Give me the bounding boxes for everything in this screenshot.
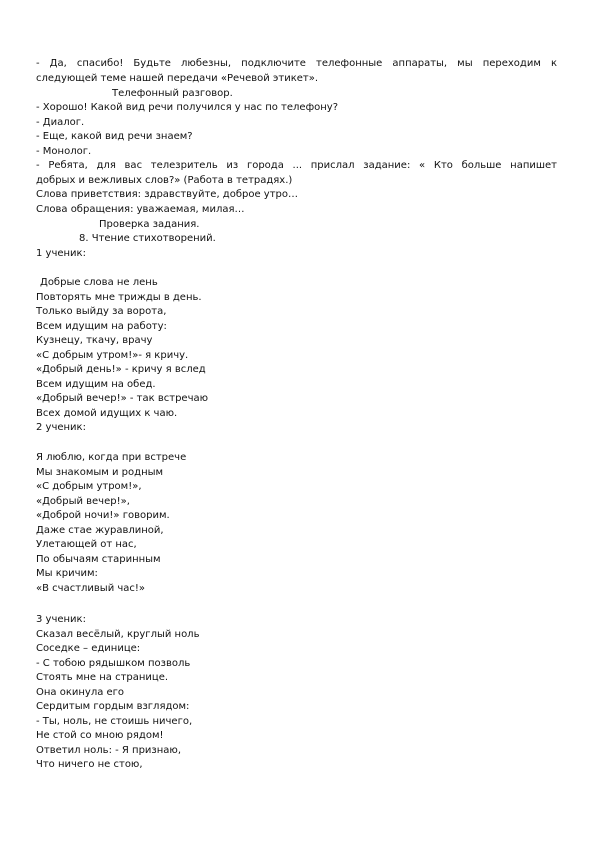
poem-line: «Доброй ночи!» говорим. xyxy=(36,510,170,521)
poem-line: Всех домой идущих к чаю. xyxy=(36,408,178,419)
section-heading: Проверка задания. xyxy=(99,219,200,230)
poem-line: Сказал весёлый, круглый ноль xyxy=(36,629,200,640)
poem-line: «Добрый день!» - кричу я вслед xyxy=(36,364,206,375)
poem-line: «В счастливый час!» xyxy=(36,583,146,594)
poem-line: - Ты, ноль, не стоишь ничего, xyxy=(36,716,193,727)
poem-line: «С добрым утром!»- я кричу. xyxy=(36,350,189,361)
poem-line: Добрые слова не лень xyxy=(40,277,158,288)
poem-line: «Добрый вечер!», xyxy=(36,496,130,507)
poem-line: Мы кричим: xyxy=(36,568,98,579)
text-line: - Еще, какой вид речи знаем? xyxy=(36,131,193,142)
poem-line: Мы знакомым и родным xyxy=(36,467,164,478)
section-heading: Телефонный разговор. xyxy=(112,88,233,99)
poem-line: Всем идущим на работу: xyxy=(36,321,167,332)
poem-line: Что ничего не стою, xyxy=(36,759,143,770)
poem-line: «С добрым утром!», xyxy=(36,481,142,492)
text-line: - Диалог. xyxy=(36,117,85,128)
speaker-label: 1 ученик: xyxy=(36,248,86,259)
poem-line: Кузнецу, ткачу, врачу xyxy=(36,335,153,346)
poem-line: Она окинула его xyxy=(36,687,125,698)
text-line: следующей теме нашей передачи «Речевой этикет». xyxy=(36,73,319,84)
poem-line: Сердитым гордым взглядом: xyxy=(36,701,190,712)
poem-line: Стоять мне на странице. xyxy=(36,672,169,683)
text-line: - Хорошо! Какой вид речи получился у нас по телефону? xyxy=(36,102,338,113)
poem-line: Ответил ноль: - Я признаю, xyxy=(36,745,182,756)
text-line: - Да, спасибо! Будьте любезны, подключите телефонные аппараты, мы переходим к xyxy=(36,58,557,69)
poem-line: Даже стае журавлиной, xyxy=(36,525,164,536)
text-line: добрых и вежливых слов?» (Работа в тетрадях.) xyxy=(36,175,293,186)
text-line: - Монолог. xyxy=(36,146,92,157)
poem-line: Я люблю, когда при встрече xyxy=(36,452,187,463)
poem-line: Не стой со мною рядом! xyxy=(36,730,164,741)
text-line: Слова приветствия: здравствуйте, доброе утро… xyxy=(36,189,299,200)
poem-line: Всем идущим на обед. xyxy=(36,379,156,390)
poem-line: - С тобою рядышком позволь xyxy=(36,658,191,669)
poem-line: «Добрый вечер!» - так встречаю xyxy=(36,393,209,404)
poem-line: Соседке – единице: xyxy=(36,643,141,654)
speaker-label: 2 ученик: xyxy=(36,422,86,433)
poem-line: По обычаям старинным xyxy=(36,554,161,565)
text-line: - Ребята, для вас телезритель из города ... прислал задание: « Кто больше напишет xyxy=(36,160,557,171)
poem-line: Улетающей от нас, xyxy=(36,539,137,550)
poem-line: Только выйду за ворота, xyxy=(36,306,167,317)
speaker-label: 3 ученик: xyxy=(36,614,86,625)
poem-line: Повторять мне трижды в день. xyxy=(36,292,202,303)
text-line: Слова обращения: уважаемая, милая… xyxy=(36,204,245,215)
section-heading: 8. Чтение стихотворений. xyxy=(79,233,216,244)
